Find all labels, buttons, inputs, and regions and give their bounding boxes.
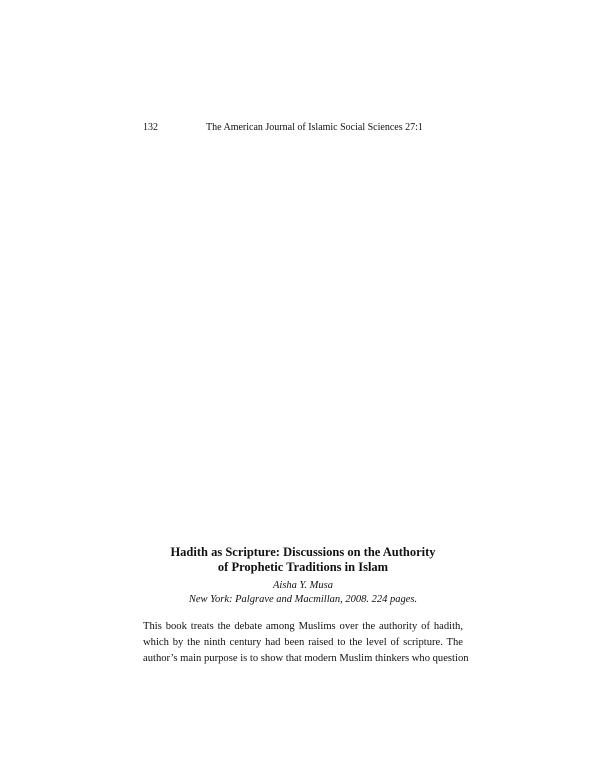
- review-body: [143, 619, 469, 667]
- book-title: [143, 545, 463, 575]
- book-title-line: Hadith as Scripture: Discussions on the Authority: [170, 545, 436, 559]
- publication-info: New York: Palgrave and Macmillan, 2008. 224 pages.: [188, 594, 418, 605]
- book-review: [143, 545, 469, 667]
- running-header: [143, 121, 473, 135]
- body-line: which by the ninth century had been raised to the level of scripture. The: [143, 637, 463, 648]
- journal-title: The American Journal of Islamic Social Sciences 27:1: [206, 122, 423, 133]
- book-title-line: of Prophetic Traditions in Islam: [217, 560, 389, 574]
- body-line: This book treats the debate among Muslims over the authority of hadith,: [143, 621, 463, 632]
- book-author: Aisha Y. Musa: [272, 580, 333, 591]
- page-number: 132: [143, 122, 158, 133]
- body-line: author’s main purpose is to show that modern Muslim thinkers who question: [143, 653, 469, 664]
